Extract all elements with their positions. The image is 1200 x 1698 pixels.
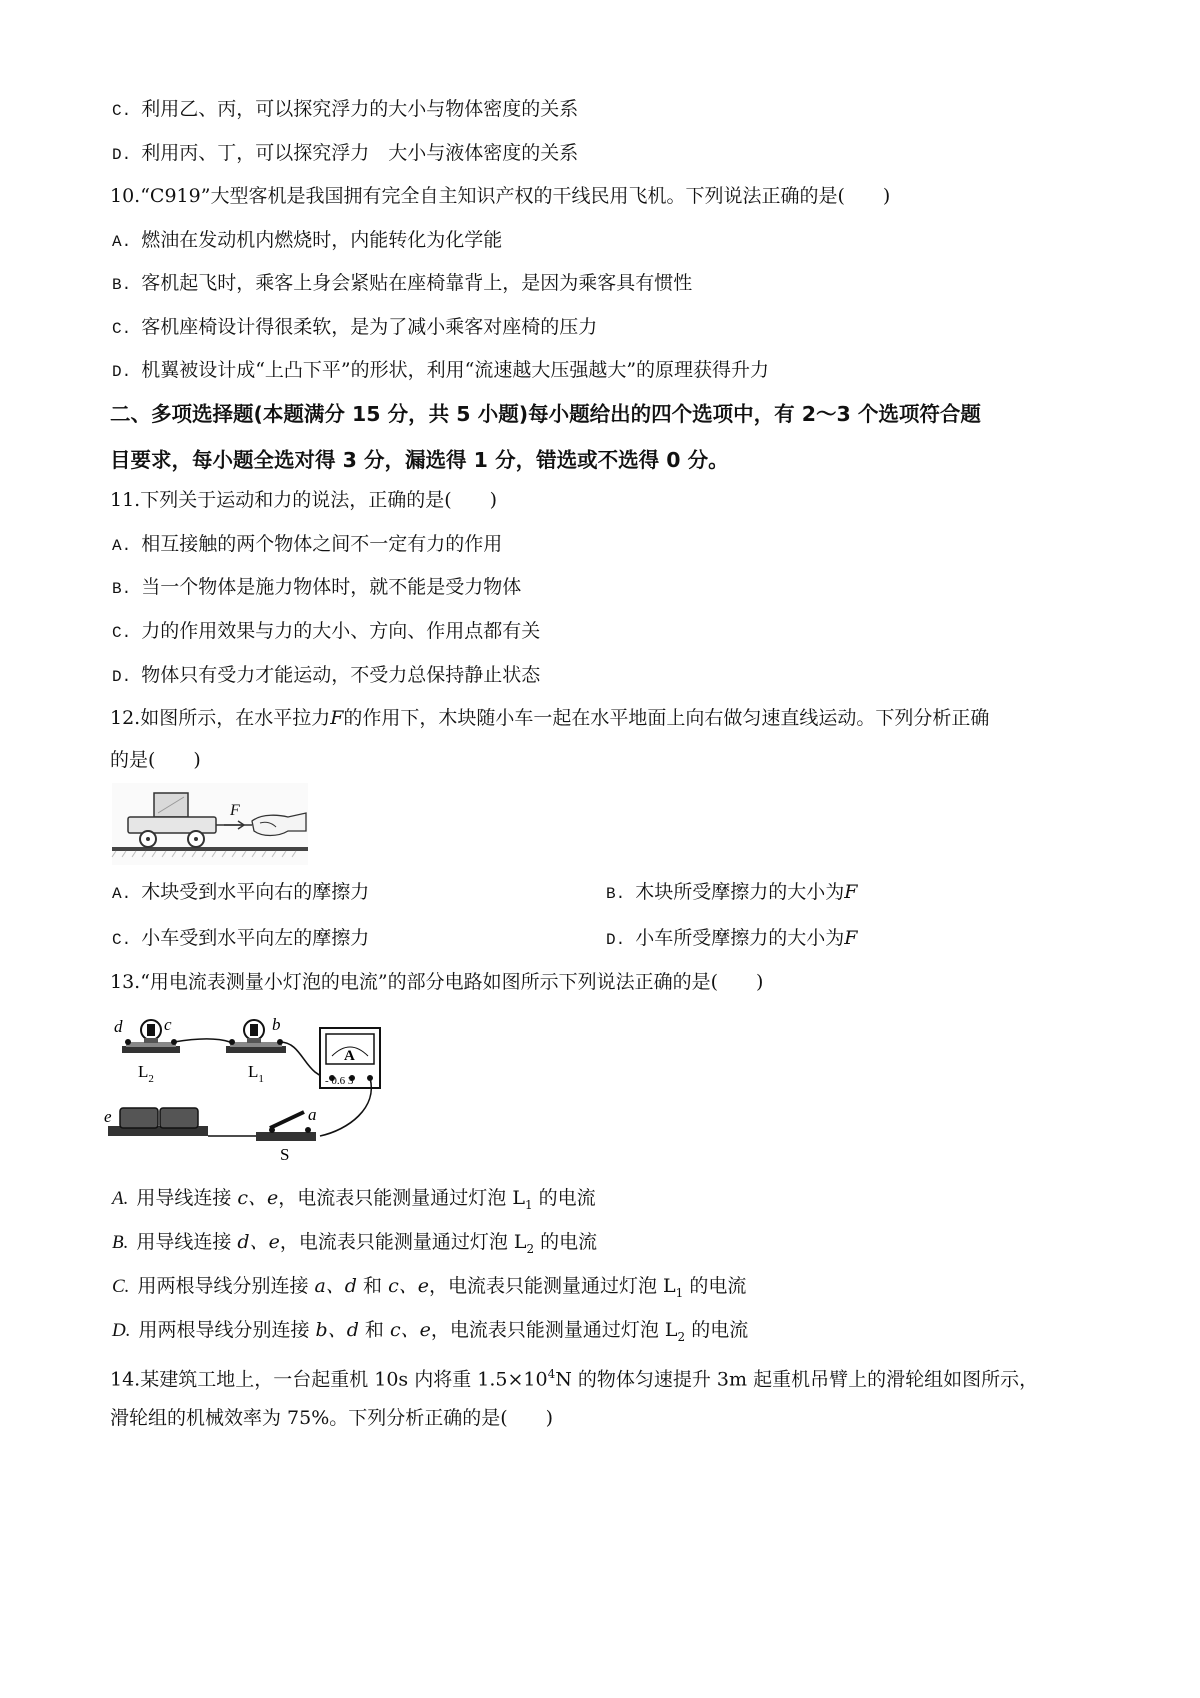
- option-text: ，电流表只能测量通过灯泡 L: [279, 1231, 527, 1253]
- q11-option-a: [110, 530, 502, 560]
- option-text: 小车受到水平向左的摩擦力: [141, 927, 370, 949]
- option-text: 当一个物体是施力物体时，就不能是受力物体: [141, 576, 522, 598]
- option-text: 机翼被设计成“上凸下平”的形状，利用“流速越大压强越大”的原理获得升力: [141, 359, 770, 381]
- option-text: 利用丙、丁，可以探究浮力 大小与液体密度的关系: [141, 142, 579, 164]
- option-text: 的电流: [685, 1319, 749, 1341]
- option-tag: D.: [606, 931, 626, 949]
- force-variable: F: [844, 881, 858, 903]
- option-tag: A.: [112, 233, 132, 251]
- option-text: 用两根导线分别连接: [137, 1275, 315, 1297]
- terminal-d-label: d: [114, 1017, 123, 1036]
- option-tag: A.: [112, 885, 132, 903]
- ammeter-terminals: - 0.6 3: [325, 1075, 354, 1087]
- lamp-l1-base: [226, 1046, 286, 1053]
- q14-stem-line2: 滑轮组的机械效率为 75%。下列分析正确的是( ): [110, 1407, 554, 1429]
- circuit-figure: [104, 1012, 428, 1172]
- option-text: 的电流: [532, 1187, 596, 1209]
- option-text: 客机座椅设计得很柔软，是为了减小乘客对座椅的压力: [141, 316, 598, 338]
- q11-option-b: [110, 573, 521, 603]
- q11-stem: 11.下列关于运动和力的说法，正确的是( ): [110, 489, 498, 511]
- option-tag: B.: [606, 885, 626, 903]
- q13-option-c: [110, 1272, 746, 1307]
- option-tag: C.: [112, 320, 132, 338]
- option-tag: D.: [112, 146, 132, 164]
- subscript: 2: [526, 1241, 535, 1256]
- lamp-l2-base: [122, 1046, 180, 1053]
- option-tag: A.: [112, 537, 132, 555]
- lamp-l2-label: $L_2$: [138, 1062, 154, 1085]
- ground-line: [112, 847, 308, 851]
- option-tag: D.: [112, 1320, 131, 1341]
- option-text: 小车所受摩擦力的大小为: [635, 927, 845, 949]
- wire-c-to-l1: [174, 1039, 230, 1042]
- terminal-vars: b、d: [315, 1319, 359, 1341]
- option-text: 木块受到水平向右的摩擦力: [141, 881, 370, 903]
- q10-stem: 10.“C919”大型客机是我国拥有完全自主知识产权的干线民用飞机。下列说法正确的是( ): [110, 185, 891, 207]
- q12-stem-line2: 的是( ): [110, 749, 201, 771]
- q12-option-a: [110, 878, 369, 908]
- q14-stem-line1: [110, 1360, 1038, 1393]
- q11-option-d: [110, 661, 540, 691]
- option-text: 的电流: [534, 1231, 598, 1253]
- superscript: 4: [547, 1367, 556, 1381]
- switch-base: [256, 1132, 316, 1141]
- option-tag: B.: [112, 580, 132, 598]
- terminal-e-label: e: [104, 1107, 112, 1126]
- option-text: 力的作用效果与力的大小、方向、作用点都有关: [141, 620, 541, 642]
- stem-text: 12.如图所示，在水平拉力: [110, 707, 331, 729]
- subscript: 1: [675, 1285, 684, 1300]
- force-variable: F: [330, 707, 344, 729]
- option-text: ，电流表只能测量通过灯泡 L: [428, 1275, 676, 1297]
- q12-option-b: [604, 878, 857, 908]
- terminal-a-label: a: [308, 1105, 317, 1124]
- option-tag: C.: [112, 931, 132, 949]
- terminal-vars: c、e: [388, 1275, 429, 1297]
- option-text: 和: [358, 1319, 390, 1341]
- q10-option-a: [110, 226, 502, 256]
- q13-option-a: [110, 1184, 596, 1219]
- q12-option-c: [110, 924, 369, 954]
- terminal-vars: c、e: [389, 1319, 431, 1341]
- q13-stem: 13.“用电流表测量小灯泡的电流”的部分电路如图所示下列说法正确的是( ): [110, 971, 764, 993]
- option-tag: C.: [112, 1276, 130, 1297]
- q12-stem-line1: [110, 704, 989, 732]
- force-label: F: [230, 802, 240, 819]
- stem-text: 14.某建筑工地上，一台起重机 10s 内将重 1.5×10: [110, 1368, 548, 1391]
- terminal-vars: a、d: [314, 1275, 357, 1297]
- option-text: 用两根导线分别连接: [138, 1319, 316, 1341]
- option-text: 的电流: [683, 1275, 747, 1297]
- switch-label: S: [280, 1145, 290, 1164]
- q9-option-c: [110, 95, 578, 125]
- q9-option-d: [110, 139, 578, 169]
- option-tag: D.: [112, 363, 132, 381]
- option-text: 燃油在发动机内燃烧时，内能转化为化学能: [141, 229, 503, 251]
- option-text: 木块所受摩擦力的大小为: [635, 881, 845, 903]
- option-text: 用导线连接: [136, 1187, 238, 1209]
- cart-figure: [112, 783, 308, 865]
- q10-option-d: [110, 356, 769, 386]
- option-text: 利用乙、丙，可以探究浮力的大小与物体密度的关系: [141, 98, 579, 120]
- option-text: 相互接触的两个物体之间不一定有力的作用: [141, 533, 503, 555]
- q12-option-d: [604, 924, 857, 954]
- q13-option-d: [110, 1316, 748, 1351]
- terminal-vars: d、e: [237, 1231, 280, 1253]
- option-text: 用导线连接: [136, 1231, 238, 1253]
- q11-option-c: [110, 617, 540, 647]
- switch-lever: [270, 1112, 304, 1128]
- option-text: 和: [356, 1275, 389, 1297]
- option-text: 客机起飞时，乘客上身会紧贴在座椅靠背上，是因为乘客具有惯性: [141, 272, 693, 294]
- q13-option-b: [110, 1228, 597, 1263]
- option-tag: C.: [112, 624, 132, 642]
- q10-option-b: [110, 269, 692, 299]
- subscript: 2: [677, 1329, 686, 1344]
- option-text: 物体只有受力才能运动，不受力总保持静止状态: [141, 664, 541, 686]
- section-heading-line2: 目要求，每小题全选对得 3 分，漏选得 1 分，错选或不选得 0 分。: [110, 448, 729, 472]
- force-variable: F: [844, 927, 858, 949]
- option-tag: D.: [112, 668, 132, 686]
- option-text: ，电流表只能测量通过灯泡 L: [430, 1319, 678, 1341]
- option-tag: B.: [112, 1232, 129, 1253]
- stem-text: N 的物体匀速提升 3m 起重机吊臂上的滑轮组如图所示，: [555, 1368, 1039, 1391]
- subscript: 1: [524, 1197, 533, 1212]
- stem-text: 的作用下，木块随小车一起在水平地面上向右做匀速直线运动。下列分析正确: [343, 707, 990, 729]
- battery-cell-right: [160, 1108, 198, 1128]
- battery-cell-left: [120, 1108, 158, 1128]
- terminal-b-label: b: [272, 1015, 281, 1034]
- option-tag: C.: [112, 102, 132, 120]
- cart-body: [128, 817, 216, 833]
- option-text: ，电流表只能测量通过灯泡 L: [278, 1187, 525, 1209]
- section-heading-line1: 二、多项选择题(本题满分 15 分，共 5 小题)每小题给出的四个选项中，有 2～3 个选项符合题: [110, 402, 981, 426]
- option-tag: A.: [112, 1188, 129, 1209]
- terminal-vars: c、e: [237, 1187, 279, 1209]
- terminal-c-label: c: [164, 1015, 172, 1034]
- lamp-l1-label: $L_1$: [248, 1062, 264, 1085]
- option-tag: B.: [112, 276, 132, 294]
- ammeter-symbol: A: [344, 1048, 355, 1064]
- q10-option-c: [110, 313, 597, 343]
